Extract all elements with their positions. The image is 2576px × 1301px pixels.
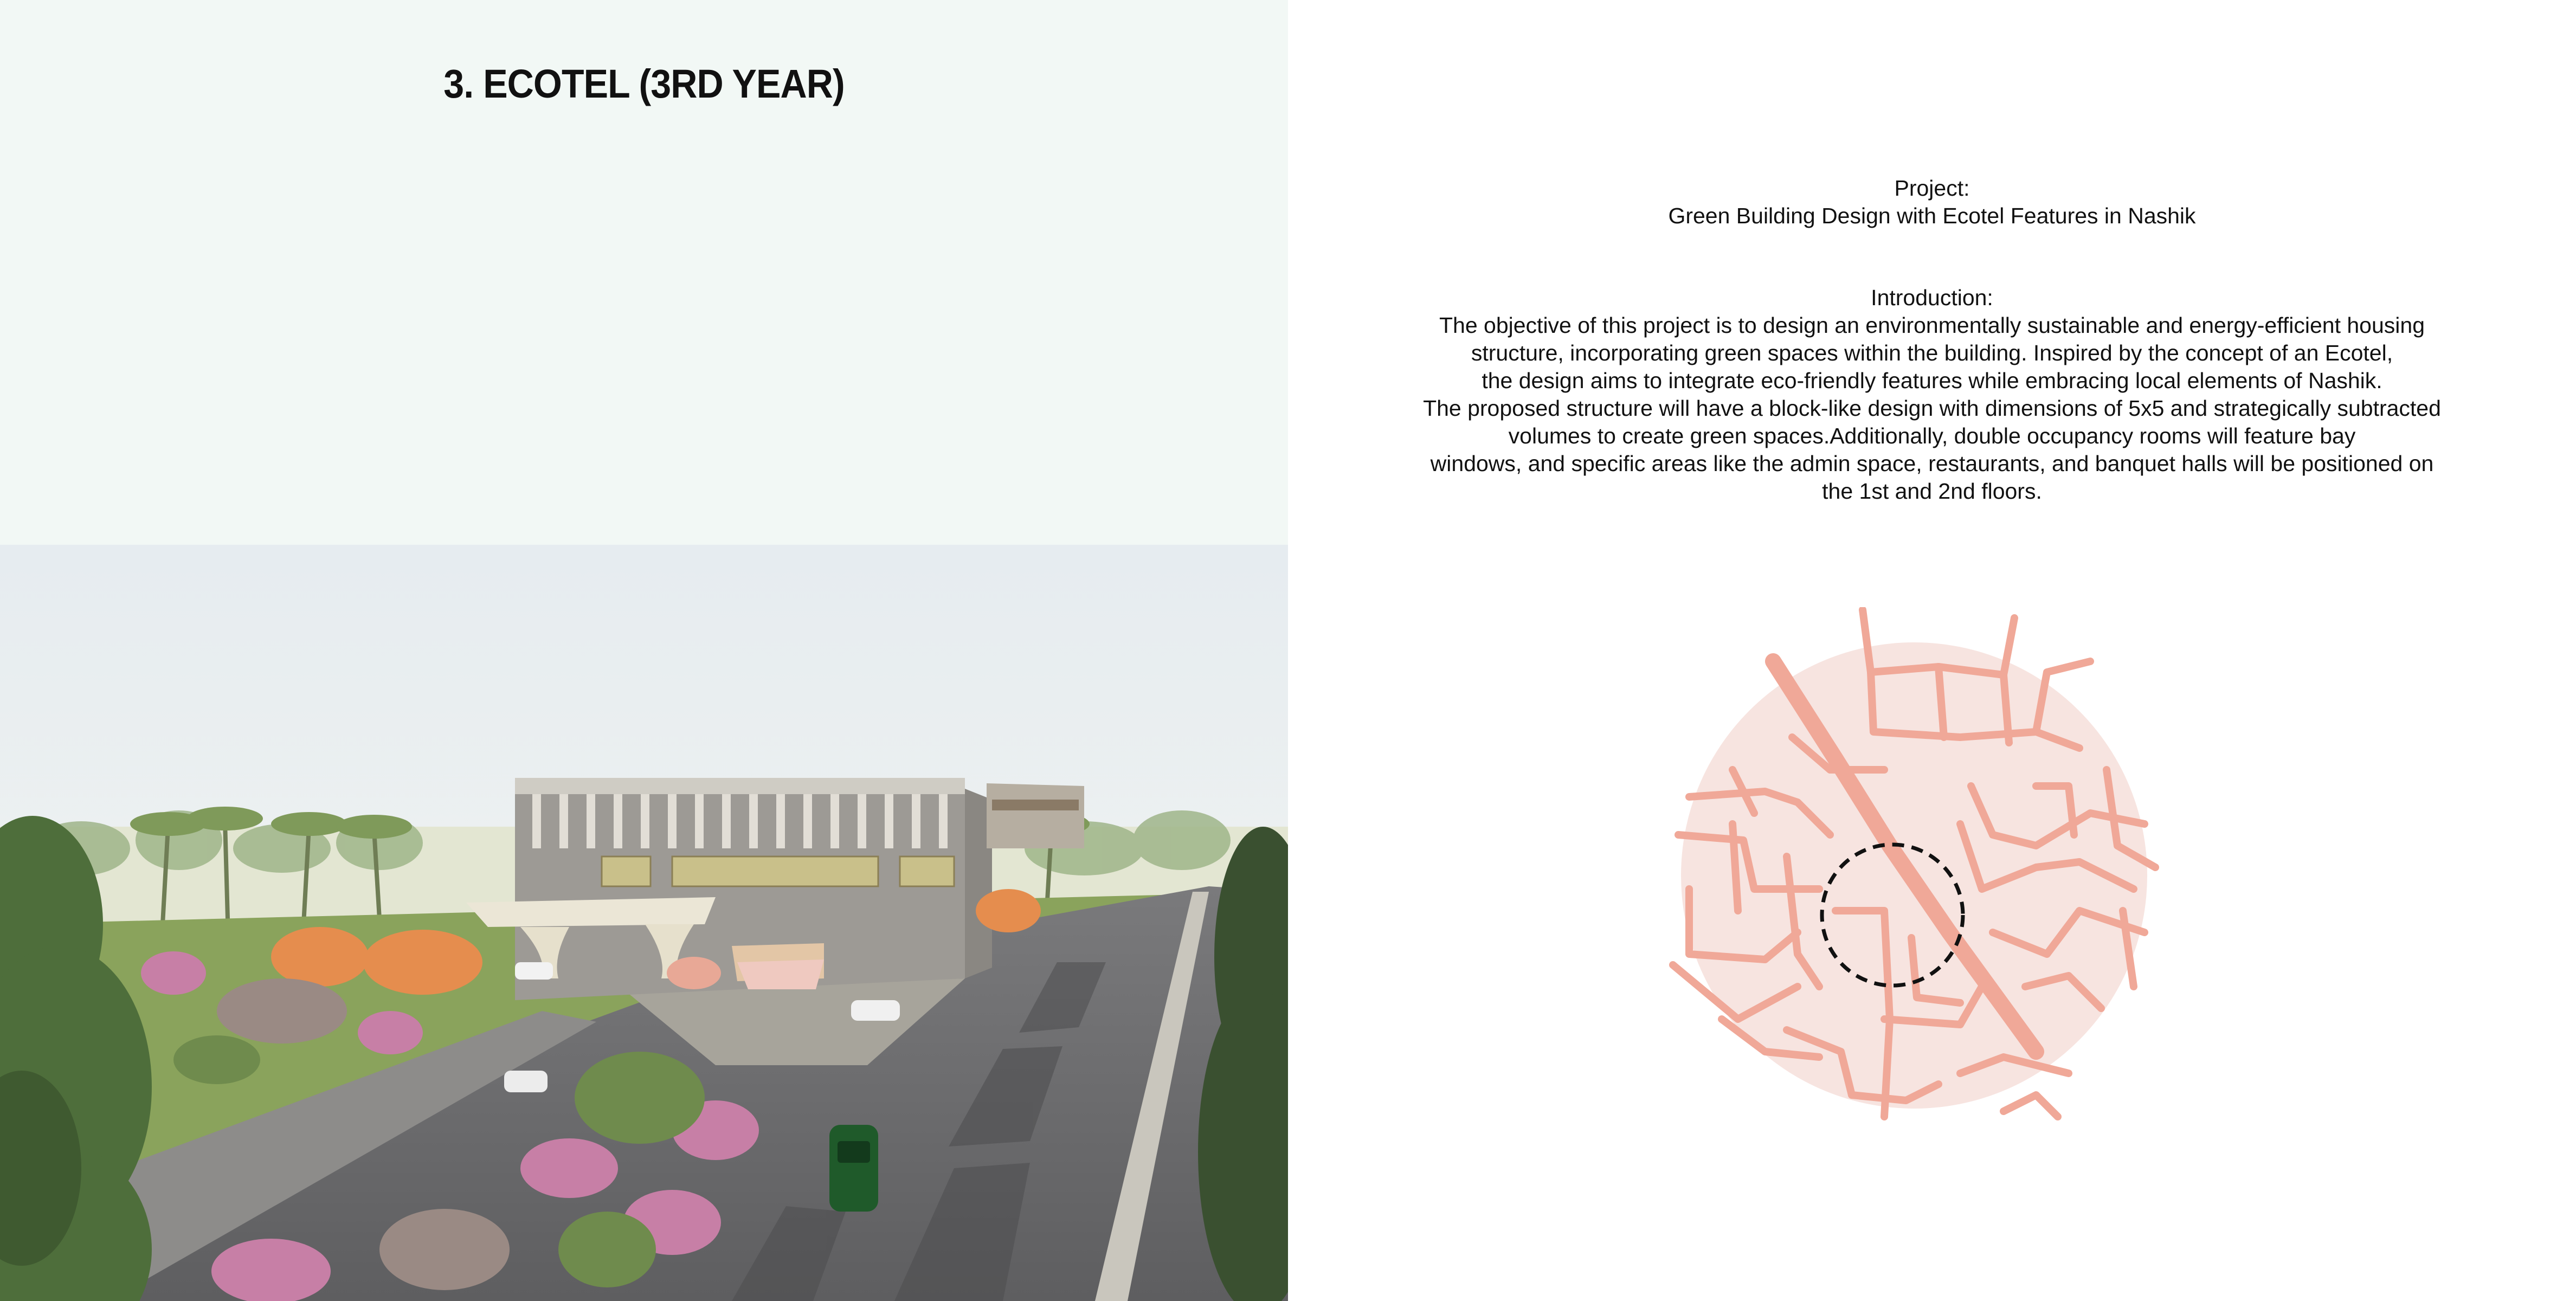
site-map-diagram <box>1657 607 2177 1122</box>
intro-line: volumes to create green spaces.Additionally, double occupancy rooms will feature bay <box>1508 423 2356 448</box>
intro-heading: Introduction: <box>1871 285 1993 310</box>
intro-line: the 1st and 2nd floors. <box>1822 479 2042 504</box>
intro-line: the design aims to integrate eco-friendly features while embracing local elements of Nashik. <box>1482 368 2382 393</box>
page-title: 3. ECOTEL (3RD YEAR) <box>443 61 845 106</box>
building-render-image <box>0 545 1288 1301</box>
intro-line: The objective of this project is to design an environmentally sustainable and energy-efficient housing <box>1439 313 2425 338</box>
right-panel <box>1288 0 2576 1301</box>
project-description <box>1288 175 2576 505</box>
intro-line: windows, and specific areas like the admin space, restaurants, and banquet halls will be positioned on <box>1430 451 2434 476</box>
title-area <box>0 0 1288 545</box>
intro-line: structure, incorporating green spaces within the building. Inspired by the concept of an Ecotel, <box>1471 340 2393 365</box>
intro-line: The proposed structure will have a block-like design with dimensions of 5x5 and strategically subtracted <box>1423 396 2441 421</box>
project-heading: Project: <box>1894 176 1970 201</box>
project-name: Green Building Design with Ecotel Features in Nashik <box>1668 203 2196 228</box>
